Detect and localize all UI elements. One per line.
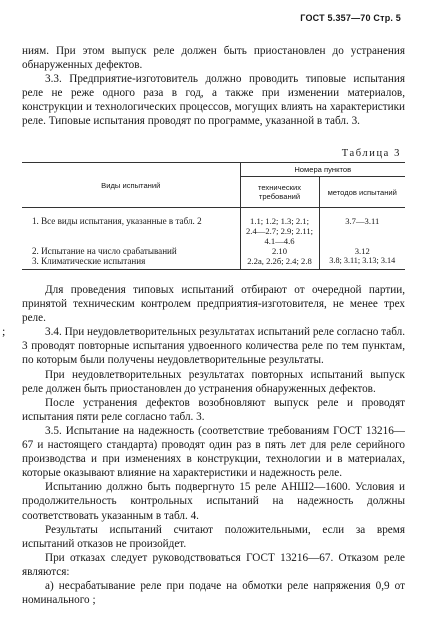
paragraph: При неудовлетворительных результатах повторных испытаний выпуск реле должен быть приостановлен до устранения обнаруженных дефектов.: [22, 368, 405, 395]
paragraph: 3.3. Предприятие-изготовитель должно проводить типовые испытания реле не реже одного раза в год, а также при изменении материалов, конструкции и технологических процессов, могущих влиять на характеристики реле. Типовые испытания проводят по программе, указанной в табл. 3.: [22, 73, 405, 128]
paragraph: а) несрабатывание реле при подаче на обмотки реле напряжения 0,9 от номинального ;: [22, 579, 405, 607]
paragraph: Испытанию должно быть подвергнуто 15 реле АНШ2—1600. Условия и продолжительность контрольных испытаний на надежность должны соответствовать указанным в табл. 4.: [22, 481, 405, 522]
top-text-block: [22, 44, 405, 129]
paragraph: 3.4. При неудовлетворительных результатах испытаний реле согласно табл. 3 проводят повторные испытания удвоенного количества реле по тем пунктам, по которым были получены неудовлетворительные результаты.: [22, 326, 405, 367]
col-header-methods: методов испытаний: [319, 177, 405, 208]
running-header: ГОСТ 5.357—70 Стр. 5: [300, 13, 401, 23]
row-methods: 3.12: [319, 246, 405, 256]
col-header-tech: технических требований: [240, 177, 319, 208]
col-header-group: Номера пунктов: [240, 163, 405, 177]
paragraph: При отказах следует руководствоваться ГОСТ 13216—67. Отказом реле являются:: [22, 551, 405, 578]
bottom-text-block: [22, 283, 405, 607]
tests-table: [22, 162, 405, 270]
row-name: 2. Испытание на число срабатываний: [32, 246, 177, 256]
row-methods: 3.8; 3.11; 3.13; 3.14: [319, 256, 405, 270]
paragraph: ниям. При этом выпуск реле должен быть приостановлен до устранения обнаруженных дефектов.: [22, 45, 405, 72]
table-row: [22, 208, 405, 247]
margin-mark: ;: [2, 324, 6, 338]
row-tech: 2.2а, 2.2б; 2.4; 2.8: [240, 256, 319, 270]
row-name: 1. Все виды испытания, указанные в табл. 2: [32, 216, 202, 226]
row-methods: 3.7—3.11: [319, 208, 405, 247]
table-row: [22, 256, 405, 270]
paragraph: После устранения дефектов возобновляют выпуск реле и проводят испытания пяти реле согласно табл. 3.: [22, 396, 405, 423]
col-header-types: Виды испытаний: [22, 163, 240, 208]
row-tech: 2.10: [240, 246, 319, 256]
table-row: [22, 246, 405, 256]
table-header-row: [22, 163, 405, 177]
row-name: 3. Климатические испытания: [32, 256, 146, 266]
table-title: Таблица 3: [341, 148, 401, 159]
paragraph: Результаты испытаний считают положительными, если за время испытаний отказов не произойдет.: [22, 523, 405, 550]
paragraph: 3.5. Испытание на надежность (соответствие требованиям ГОСТ 13216—67 и настоящего стандарта) проводят один раз в пять лет для реле серийного производства и при изменениях в конструкции, технологии и в материалах, которые оказывают влияние на характеристики и надежность реле.: [22, 424, 405, 480]
paragraph: Для проведения типовых испытаний отбирают от очередной партии, принятой техническим контролем предприятия-изготовителя, не менее трех реле.: [22, 284, 405, 325]
row-tech: 1.1; 1.2; 1.3; 2.1; 2.4—2.7; 2.9; 2.11; 4.1—4.6: [240, 208, 319, 247]
